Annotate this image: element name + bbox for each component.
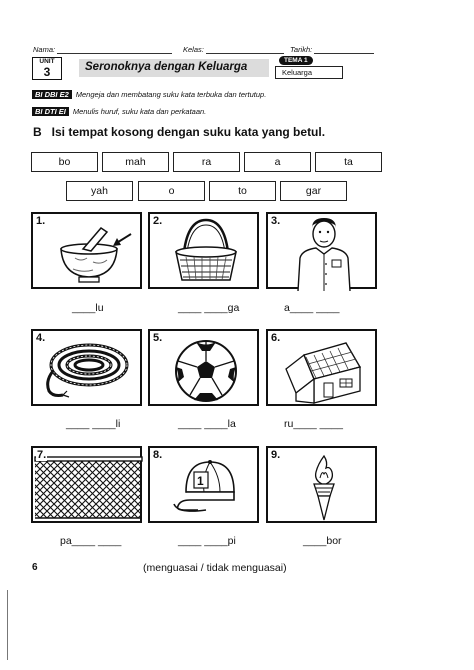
standard-text: Mengeja dan membatang suku kata terbuka dan tertutup.	[75, 90, 267, 99]
basket-icon	[150, 214, 261, 291]
syllable-box[interactable]: gar	[280, 181, 347, 201]
unit-number: 3	[43, 65, 51, 79]
page-title: Seronoknya dengan Keluarga	[79, 59, 269, 77]
picture-number: 5.	[153, 332, 163, 344]
picture-number: 8.	[153, 449, 163, 461]
unit-badge	[32, 57, 62, 80]
picture-box-5	[148, 329, 259, 406]
picture-box-6	[266, 329, 377, 406]
tarikh-blank[interactable]	[314, 47, 374, 54]
syllable-box[interactable]: a	[244, 152, 311, 172]
answer-blank-8[interactable]: ____ ____pi	[178, 535, 236, 547]
page-number: 6	[32, 562, 38, 573]
syllable-box[interactable]: ra	[173, 152, 240, 172]
picture-number: 7.	[37, 449, 47, 461]
unit-label: UNIT	[39, 58, 55, 65]
house-icon	[268, 331, 379, 408]
syllable-box[interactable]: mah	[102, 152, 169, 172]
kelas-field	[183, 45, 284, 54]
section-letter: B	[33, 125, 42, 139]
picture-box-1	[31, 212, 142, 289]
syllable-box[interactable]: to	[209, 181, 276, 201]
rope-icon	[33, 331, 144, 408]
tema-label: Keluarga	[275, 66, 343, 79]
picture-box-2	[148, 212, 259, 289]
answer-blank-4[interactable]: ____ ____li	[66, 418, 121, 430]
answer-blank-2[interactable]: ____ ____ga	[178, 302, 240, 314]
answer-blank-9[interactable]: ____bor	[303, 535, 342, 547]
nama-field	[33, 45, 172, 54]
net-icon	[33, 448, 144, 525]
nama-label: Nama:	[33, 45, 56, 54]
section-heading	[33, 125, 325, 139]
mastery-note: (menguasai / tidak menguasai)	[143, 562, 287, 574]
nama-blank[interactable]	[57, 47, 172, 54]
picture-box-3	[266, 212, 377, 289]
svg-text:1: 1	[197, 474, 204, 488]
kelas-blank[interactable]	[206, 47, 284, 54]
tarikh-field	[290, 45, 374, 54]
tarikh-label: Tarikh:	[290, 45, 313, 54]
answer-blank-1[interactable]: ____lu	[72, 302, 104, 314]
standard-text: Menulis huruf, suku kata dan perkataan.	[72, 107, 207, 116]
standard-line-1	[32, 90, 266, 99]
kelas-label: Kelas:	[183, 45, 204, 54]
man-icon	[268, 214, 379, 291]
torch-icon	[268, 448, 379, 525]
answer-blank-5[interactable]: ____ ____la	[178, 418, 236, 430]
standard-code: BI DTI EI	[32, 107, 69, 116]
standard-code: BI DBI E2	[32, 90, 72, 99]
answer-blank-7[interactable]: pa____ ____	[60, 535, 122, 547]
picture-box-7	[31, 446, 142, 523]
margin-line	[7, 590, 8, 660]
syllable-box[interactable]: bo	[31, 152, 98, 172]
picture-number: 1.	[36, 215, 46, 227]
picture-number: 3.	[271, 215, 281, 227]
picture-box-8	[148, 446, 259, 523]
picture-number: 6.	[271, 332, 281, 344]
section-instruction: Isi tempat kosong dengan suku kata yang betul.	[51, 125, 326, 139]
picture-box-9	[266, 446, 377, 523]
tema-badge: TEMA 1	[279, 56, 313, 65]
syllable-box[interactable]: ta	[315, 152, 382, 172]
answer-blank-3[interactable]: a____ ____	[284, 302, 340, 314]
syllable-box[interactable]: yah	[66, 181, 133, 201]
picture-number: 2.	[153, 215, 163, 227]
syllable-box[interactable]: o	[138, 181, 205, 201]
cap-icon	[150, 448, 261, 525]
mortar-pestle-icon	[33, 214, 144, 291]
standard-line-2	[32, 107, 206, 116]
answer-blank-6[interactable]: ru____ ____	[284, 418, 343, 430]
picture-box-4	[31, 329, 142, 406]
picture-number: 4.	[36, 332, 46, 344]
football-icon	[150, 331, 261, 408]
picture-number: 9.	[271, 449, 281, 461]
